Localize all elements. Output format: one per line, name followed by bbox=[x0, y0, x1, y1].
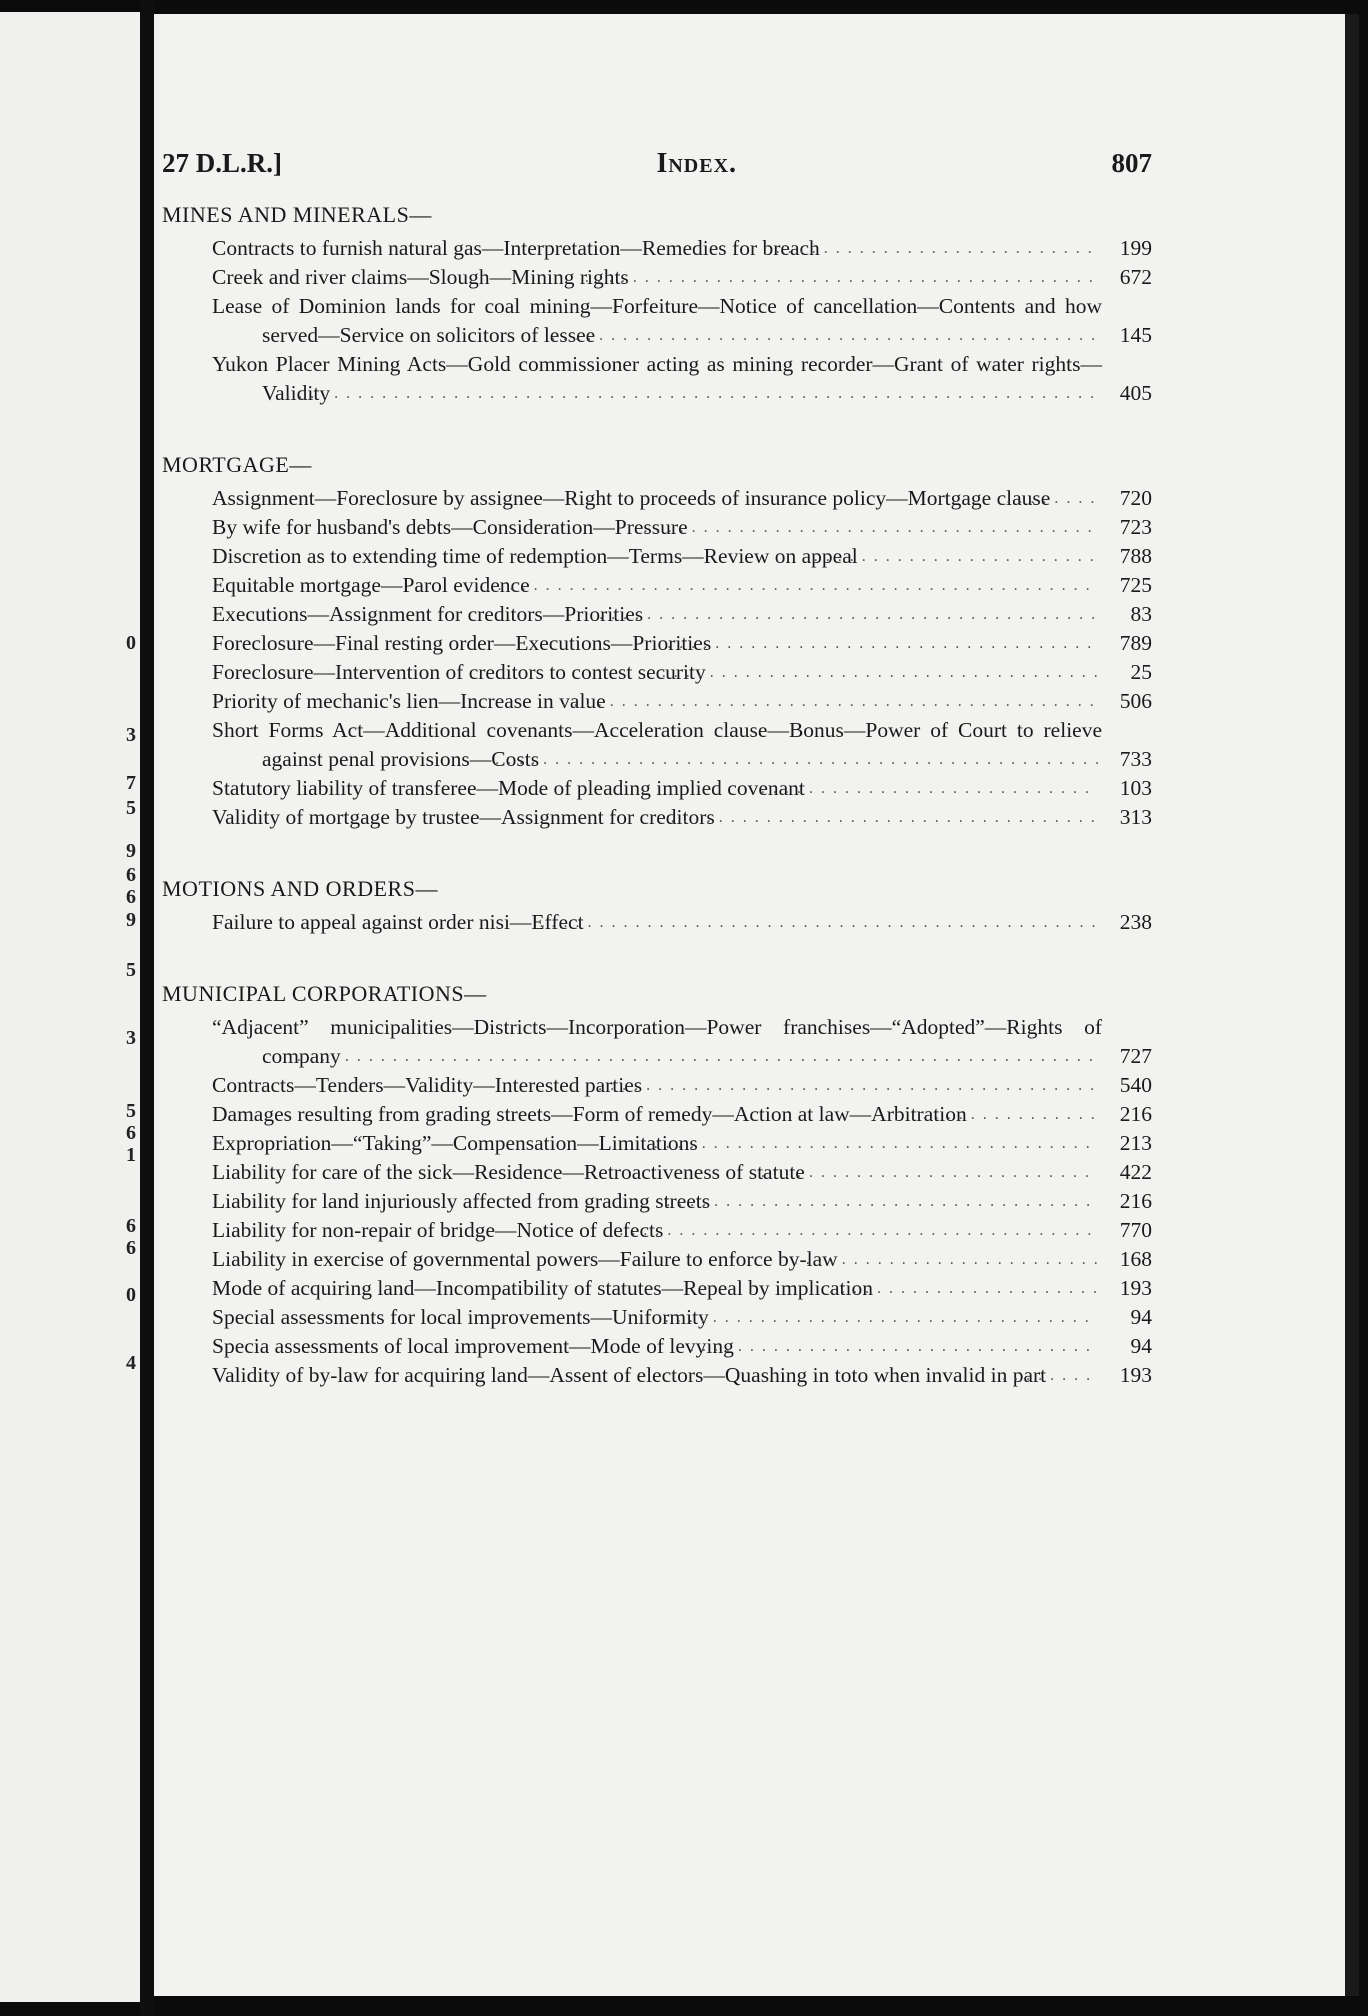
section-heading: MINES AND MINERALS— bbox=[162, 202, 432, 227]
entry-page-number: 789 bbox=[1098, 629, 1152, 658]
index-entry bbox=[162, 600, 1152, 629]
facing-page-fragment: 4 bbox=[126, 1352, 136, 1374]
entry-text: Special assessments for local improvements—Uniformity . . . bbox=[212, 1305, 709, 1329]
page-number: 807 bbox=[1111, 148, 1152, 178]
index-entry bbox=[162, 803, 1152, 832]
index-sections bbox=[162, 202, 1152, 1390]
index-entry bbox=[162, 1129, 1152, 1158]
facing-page-fragment: 9 bbox=[126, 840, 136, 862]
entry-page-number: 216 bbox=[1098, 1187, 1152, 1216]
entry-text: Foreclosure—Intervention of creditors to contest security . . . bbox=[212, 660, 706, 684]
entry-page-number: 720 bbox=[1098, 484, 1152, 513]
entry-page-number: 199 bbox=[1098, 234, 1152, 263]
entry-list bbox=[162, 234, 1152, 408]
index-entry bbox=[162, 716, 1152, 774]
entry-page-number: 193 bbox=[1098, 1274, 1152, 1303]
index-entry bbox=[162, 687, 1152, 716]
index-entry bbox=[162, 1187, 1152, 1216]
index-entry bbox=[162, 234, 1152, 263]
facing-page-fragment: 5 bbox=[126, 1100, 136, 1122]
index-entry bbox=[162, 571, 1152, 600]
entry-text: Validity of mortgage by trustee—Assignment for creditors . . . bbox=[212, 805, 715, 829]
entry-text: Validity of by-law for acquiring land—Assent of electors—Quashing in toto when invalid in part . . . bbox=[212, 1363, 1046, 1387]
entry-page-number: 727 bbox=[1098, 1042, 1152, 1071]
entry-page-number: 216 bbox=[1098, 1100, 1152, 1129]
entry-text: Liability for land injuriously affected from grading streets . . . bbox=[212, 1189, 710, 1213]
index-entry bbox=[162, 484, 1152, 513]
entry-page-number: 145 bbox=[1098, 321, 1152, 350]
entry-page-number: 83 bbox=[1098, 600, 1152, 629]
entry-page-number: 193 bbox=[1098, 1361, 1152, 1390]
facing-page-fragment: 6 bbox=[126, 1122, 136, 1144]
book-gutter bbox=[140, 0, 154, 2016]
facing-page bbox=[0, 12, 140, 2002]
entry-page-number: 405 bbox=[1098, 379, 1152, 408]
entry-page-number: 770 bbox=[1098, 1216, 1152, 1245]
entry-list bbox=[162, 908, 1152, 937]
entry-page-number: 723 bbox=[1098, 513, 1152, 542]
entry-text: Short Forms Act—Additional covenants—Acceleration clause—Bonus—Power of Court to relieve against penal provisions—Costs . . . bbox=[212, 718, 1102, 771]
section-heading: MOTIONS AND ORDERS— bbox=[162, 876, 438, 901]
entry-text: Liability for non-repair of bridge—Notice of defects . . . bbox=[212, 1218, 663, 1242]
index-entry bbox=[162, 513, 1152, 542]
entry-text: “Adjacent” municipalities—Districts—Incorporation—Power franchises—“Adopted”—Rights of company . . . bbox=[212, 1015, 1102, 1068]
index-entry bbox=[162, 774, 1152, 803]
facing-page-fragment: 6 bbox=[126, 1237, 136, 1259]
section-heading: MORTGAGE— bbox=[162, 452, 312, 477]
entry-page-number: 168 bbox=[1098, 1245, 1152, 1274]
entry-page-number: 506 bbox=[1098, 687, 1152, 716]
facing-page-fragment: 6 bbox=[126, 886, 136, 908]
index-entry bbox=[162, 1303, 1152, 1332]
index-entry bbox=[162, 1332, 1152, 1361]
entry-text: Specia assessments of local improvement—Mode of levying . . . bbox=[212, 1334, 734, 1358]
entry-text: Yukon Placer Mining Acts—Gold commissioner acting as mining recorder—Grant of water rights—Validity . . . bbox=[212, 352, 1102, 405]
entry-page-number: 238 bbox=[1098, 908, 1152, 937]
index-entry bbox=[162, 1274, 1152, 1303]
index-entry bbox=[162, 263, 1152, 292]
facing-page-fragment: 0 bbox=[126, 1284, 136, 1306]
index-entry bbox=[162, 1013, 1152, 1071]
facing-page-fragment: 5 bbox=[126, 797, 136, 819]
entry-text: Priority of mechanic's lien—Increase in value . . . bbox=[212, 689, 606, 713]
entry-list bbox=[162, 1013, 1152, 1390]
index-section bbox=[162, 452, 1152, 832]
entry-text: Liability in exercise of governmental powers—Failure to enforce by-law . . . bbox=[212, 1247, 838, 1271]
index-entry bbox=[162, 629, 1152, 658]
index-entry bbox=[162, 542, 1152, 571]
facing-page-fragment: 7 bbox=[126, 772, 136, 794]
index-entry bbox=[162, 350, 1152, 408]
entry-page-number: 725 bbox=[1098, 571, 1152, 600]
entry-text: Equitable mortgage—Parol evidence . . . bbox=[212, 573, 530, 597]
entry-text: Statutory liability of transferee—Mode of pleading implied covenant . . . bbox=[212, 776, 805, 800]
facing-page-fragment: 1 bbox=[126, 1144, 136, 1166]
entry-text: Expropriation—“Taking”—Compensation—Limitations . . . bbox=[212, 1131, 698, 1155]
entry-page-number: 788 bbox=[1098, 542, 1152, 571]
index-entry bbox=[162, 1071, 1152, 1100]
index-entry bbox=[162, 1361, 1152, 1390]
volume-reference: 27 D.L.R.] bbox=[162, 148, 282, 178]
index-entry bbox=[162, 1216, 1152, 1245]
entry-text: Failure to appeal against order nisi—Effect . . . bbox=[212, 910, 584, 934]
entry-text: Mode of acquiring land—Incompatibility of statutes—Repeal by implication . . . bbox=[212, 1276, 873, 1300]
page-content bbox=[162, 148, 1152, 1434]
entry-page-number: 94 bbox=[1098, 1332, 1152, 1361]
entry-text: Lease of Dominion lands for coal mining—Forfeiture—Notice of cancellation—Contents and how served—Service on solicitors of lessee . . . bbox=[212, 294, 1102, 347]
entry-text: Contracts—Tenders—Validity—Interested parties . . . bbox=[212, 1073, 642, 1097]
index-section bbox=[162, 876, 1152, 937]
facing-page-fragment: 3 bbox=[126, 1027, 136, 1049]
entry-text: Contracts to furnish natural gas—Interpretation—Remedies for breach . . . bbox=[212, 236, 820, 260]
page-title: Index. bbox=[656, 148, 738, 179]
index-entry bbox=[162, 1158, 1152, 1187]
entry-page-number: 422 bbox=[1098, 1158, 1152, 1187]
entry-page-number: 103 bbox=[1098, 774, 1152, 803]
entry-text: Foreclosure—Final resting order—Executions—Priorities . . . bbox=[212, 631, 711, 655]
entry-page-number: 313 bbox=[1098, 803, 1152, 832]
entry-text: Liability for care of the sick—Residence—Retroactiveness of statute . . . bbox=[212, 1160, 805, 1184]
entry-page-number: 94 bbox=[1098, 1303, 1152, 1332]
section-heading: MUNICIPAL CORPORATIONS— bbox=[162, 981, 487, 1006]
index-entry bbox=[162, 292, 1152, 350]
facing-page-fragment: 9 bbox=[126, 909, 136, 931]
index-entry bbox=[162, 1100, 1152, 1129]
entry-page-number: 540 bbox=[1098, 1071, 1152, 1100]
index-section bbox=[162, 202, 1152, 408]
entry-text: Discretion as to extending time of redemption—Terms—Review on appeal . . . bbox=[212, 544, 858, 568]
entry-text: By wife for husband's debts—Consideration—Pressure . . . bbox=[212, 515, 688, 539]
entry-page-number: 213 bbox=[1098, 1129, 1152, 1158]
facing-page-fragment: 3 bbox=[126, 724, 136, 746]
index-entry bbox=[162, 658, 1152, 687]
index-entry bbox=[162, 908, 1152, 937]
entry-text: Damages resulting from grading streets—Form of remedy—Action at law—Arbitration . . . bbox=[212, 1102, 967, 1126]
entry-text: Executions—Assignment for creditors—Priorities . . . bbox=[212, 602, 643, 626]
scan-border bbox=[154, 1996, 1368, 2016]
facing-page-fragment: 6 bbox=[126, 1215, 136, 1237]
index-entry bbox=[162, 1245, 1152, 1274]
running-head bbox=[162, 148, 1152, 180]
entry-page-number: 25 bbox=[1098, 658, 1152, 687]
facing-page-fragment: 6 bbox=[126, 864, 136, 886]
facing-page-fragment: 5 bbox=[126, 959, 136, 981]
facing-page-fragment: 0 bbox=[126, 632, 136, 654]
entry-page-number: 672 bbox=[1098, 263, 1152, 292]
entry-text: Creek and river claims—Slough—Mining rights . . . bbox=[212, 265, 629, 289]
entry-text: Assignment—Foreclosure by assignee—Right to proceeds of insurance policy—Mortgage clause . . . bbox=[212, 486, 1050, 510]
index-section bbox=[162, 981, 1152, 1390]
entry-list bbox=[162, 484, 1152, 832]
entry-page-number: 733 bbox=[1098, 745, 1152, 774]
